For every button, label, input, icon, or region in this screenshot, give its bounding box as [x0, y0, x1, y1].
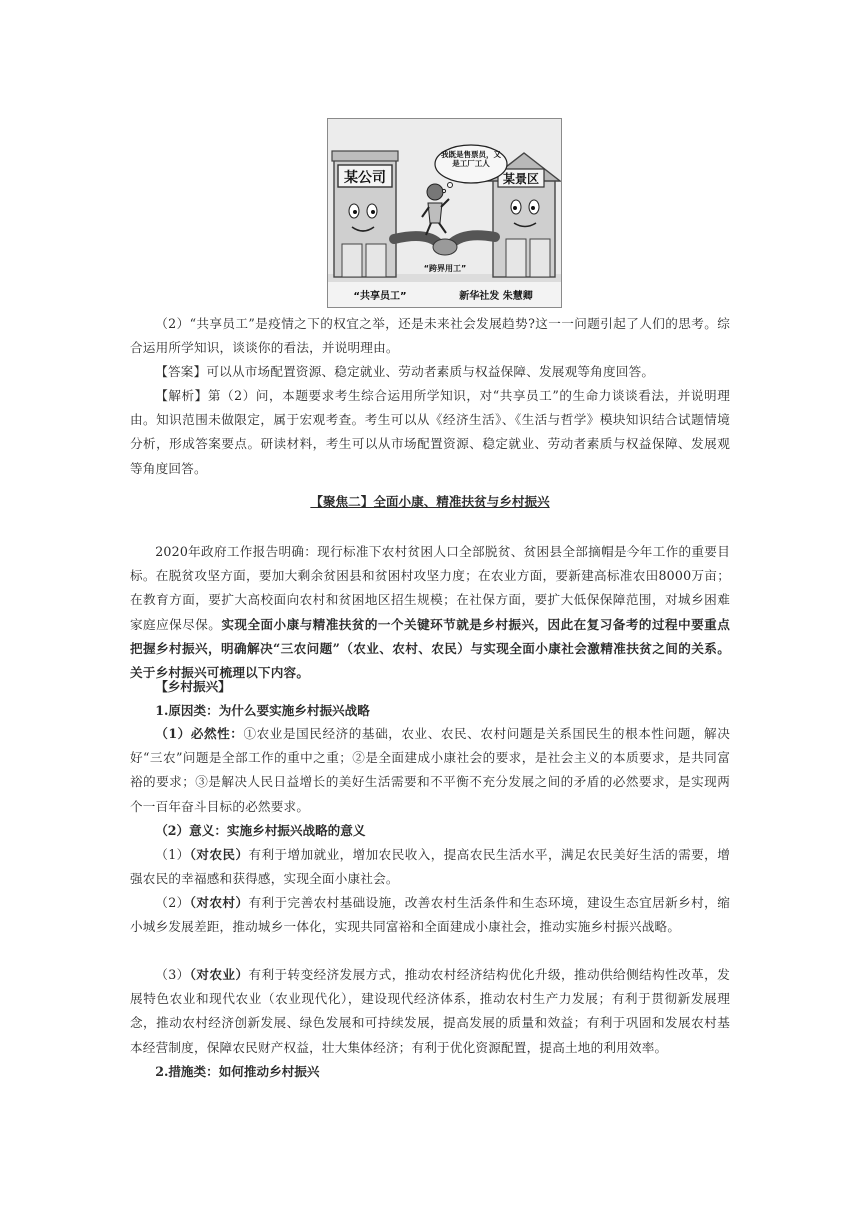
farmer-text: 有利于增加就业，增加农民收入，提高农民生活水平，满足农民美好生活的需要，增强农民的幸福感和获得感，实现全面小康社会。: [130, 847, 730, 887]
answer-paragraph: [130, 360, 730, 384]
analysis-tag: 【解析】: [155, 388, 208, 403]
village-tag: （对农村）: [189, 895, 249, 910]
company-sign: 某公司: [344, 170, 386, 186]
village-paragraph: [130, 891, 730, 939]
village-prefix: （2）: [155, 895, 190, 910]
handshake-label: “跨界用工”: [423, 264, 467, 273]
intro-normal: 2020年政府工作报告明确：现行标准下农村贫困人口全部脱贫、贫困县全部摘帽是今年工作的重要目标。在脱贫攻坚方面，要加大剩余贫困县和贫困村攻坚力度；在农业方面，要新建高标准农田8000万亩；在教育方面，要扩大高校面向农村和贫困地区招生规模；在社保方面，要扩大低保保障范围，对城乡困难家庭应保尽保。: [130, 544, 730, 632]
agri-paragraph: [130, 963, 730, 1060]
caption-title: “共享员工”: [353, 291, 407, 302]
cartoon-drawing: [328, 119, 561, 307]
farmer-prefix: （1）: [155, 847, 190, 862]
analysis-paragraph: [130, 384, 730, 481]
rural-tag: 【乡村振兴】: [155, 679, 231, 694]
cartoon-image: [327, 118, 562, 308]
answer-tag: 【答案】: [155, 364, 207, 379]
agri-text: 有利于转变经济发展方式，推动农村经济结构优化升级，推动供给侧结构性改革，发展特色农业和现代农业（农业现代化），建设现代经济体系，推动农村生产力发展；有利于贯彻新发展理念，推动农村经济创新发展、绿色发展和可持续发展，提高发展的质量和效益；有利于巩固和发展农村基本经营制度，保障农民财产权益，壮大集体经济；有利于优化资源配置，提高土地的利用效率。: [130, 967, 730, 1055]
speech-bubble: 我既是售票员，又是工厂工人: [441, 150, 501, 168]
necessity-text: ①农业是国民经济的基础，农业、农民、农村问题是关系国民生的根本性问题，解决好“三农”问题是全部工作的重中之重；②是全面建成小康社会的要求，是社会主义的本质要求，是共同富裕的要求；③是解决人民日益增长的美好生活需要和不平衡不充分发展之间的矛盾的必然要求，是实现两个一百年奋斗目标的必然要求。: [130, 726, 730, 814]
intro-bold: 实现全面小康与精准扶贫的一个关键环节就是乡村振兴，因此在复习备考的过程中要重点把握乡村振兴，明确解决“三农问题”（农业、农村、农民）与实现全面小康社会激精准扶贫之间的关系。关于乡村振兴可梳理以下内容。: [130, 616, 730, 681]
farmer-paragraph: [130, 843, 730, 891]
farmer-tag: （对农民）: [189, 847, 249, 862]
necessity-tag: （1）必然性：: [155, 726, 244, 741]
analysis-text: 第（2）问，本题要求考生综合运用所学知识，对“共享员工”的生命力谈谈看法，并说明理由。知识范围未做限定，属于宏观考查。考生可以从《经济生活》、《生活与哲学》模块知识结合试题情境分析，形成答案要点。研读材料，考生可以从市场配置资源、稳定就业、劳动者素质与权益保障、发展观等角度回答。: [130, 388, 730, 476]
cause-title: 1.原因类：为什么要实施乡村振兴战略: [155, 703, 370, 718]
scenic-sign: 某景区: [502, 172, 540, 186]
agri-tag: （对农业）: [189, 967, 249, 982]
measure-title: 2.措施类：如何推动乡村振兴: [155, 1064, 320, 1079]
intro-paragraph: [130, 540, 730, 685]
meaning-title: （2）意义：实施乡村振兴战略的意义: [155, 823, 366, 838]
answer-text: 可以从市场配置资源、稳定就业、劳动者素质与权益保障、发展观等角度回答。: [206, 364, 655, 379]
question-2: （2）“共享员工”是疫情之下的权宜之举，还是未来社会发展趋势?这一一问题引起了人们的思考。综合运用所学知识，谈谈你的看法，并说明理由。: [130, 316, 730, 356]
section-heading: [130, 491, 730, 513]
village-text: 有利于完善农村基础设施，改善农村生活条件和生态环境，建设生态宜居新乡村，缩小城乡发展差距，推动城乡一体化，实现共同富裕和全面建成小康社会，推动实施乡村振兴战略。: [130, 895, 730, 935]
caption-credit: 新华社发 朱慧卿: [459, 291, 533, 302]
agri-prefix: （3）: [155, 967, 190, 982]
necessity-paragraph: [130, 722, 730, 819]
section-heading-text: 【聚焦二】全面小康、精准扶贫与乡村振兴: [310, 494, 550, 509]
